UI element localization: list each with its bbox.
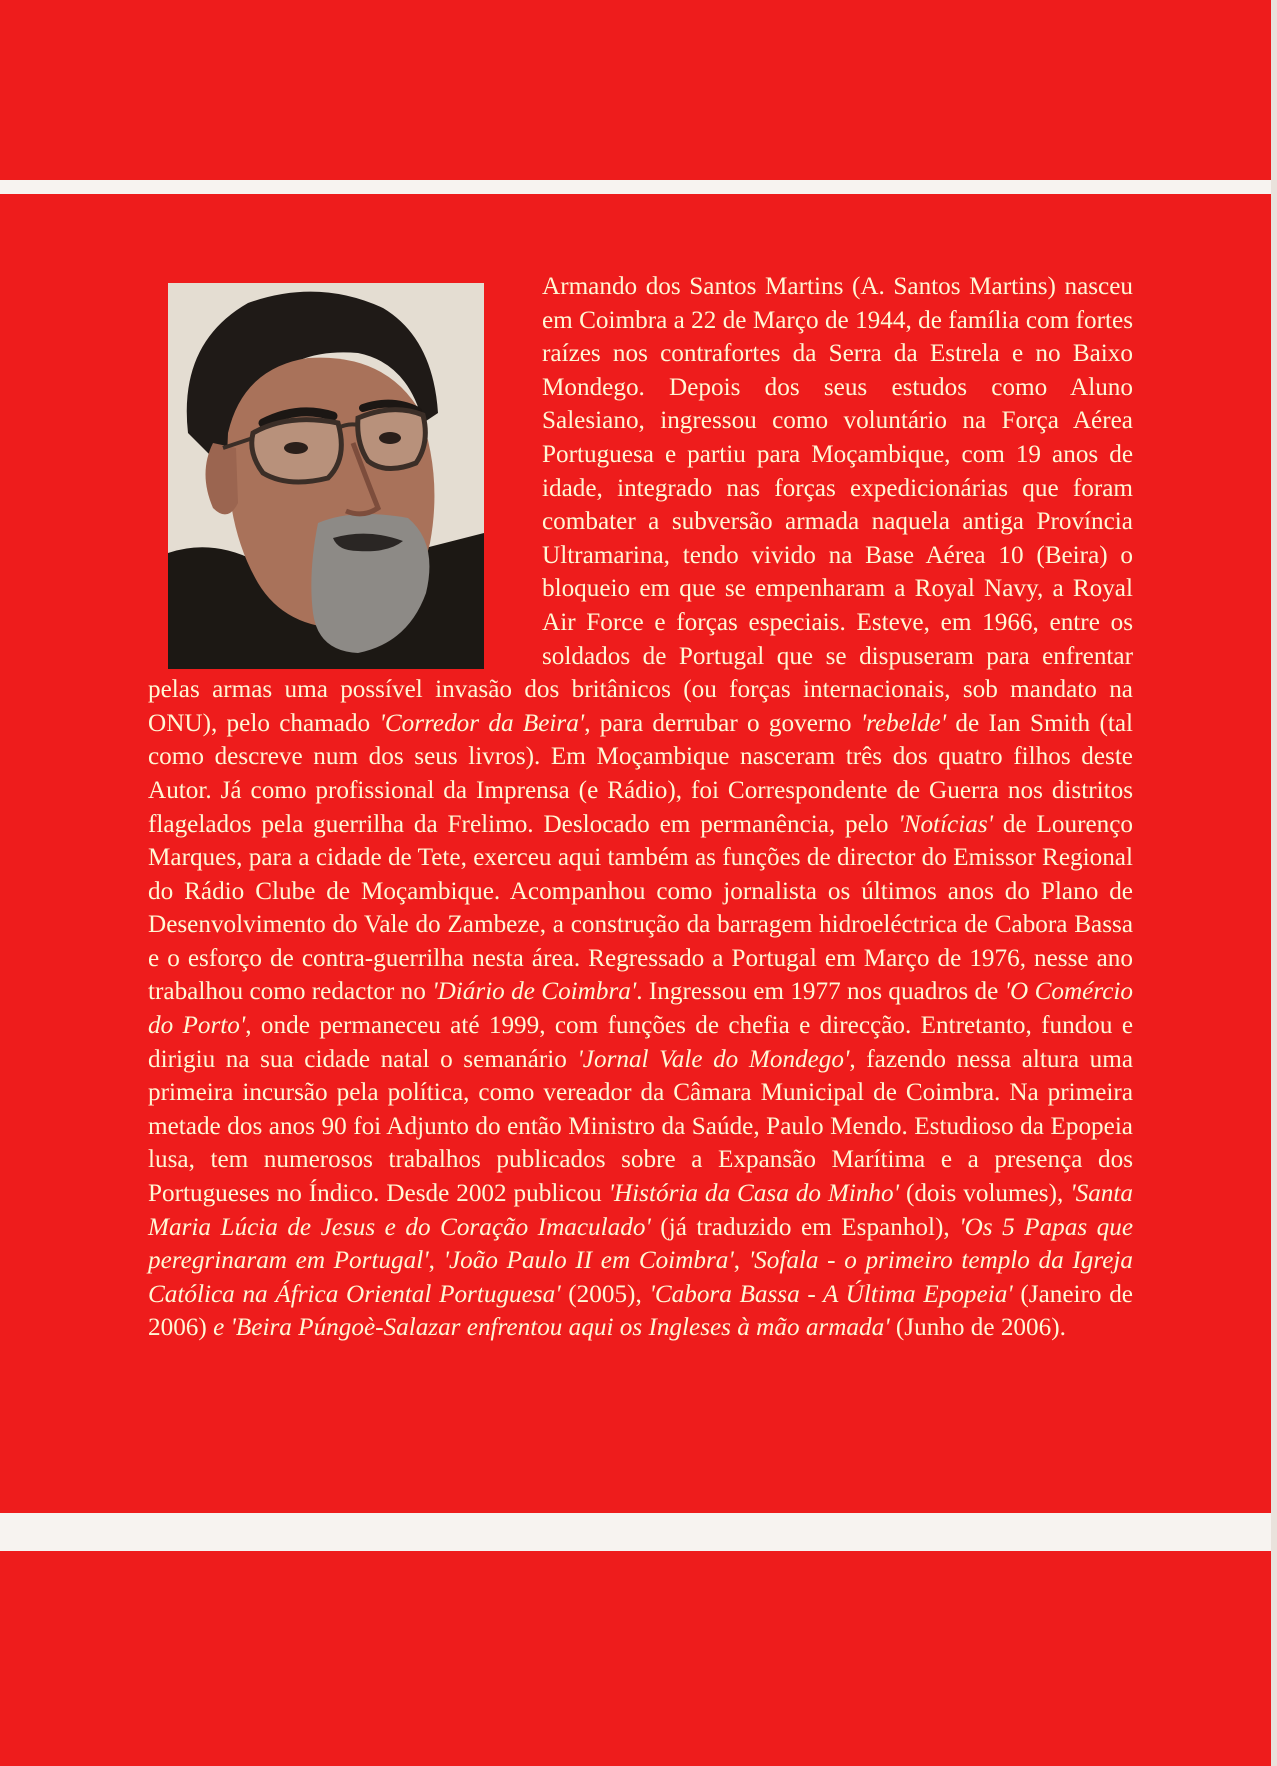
bio-segment: , — [733, 1247, 749, 1275]
bio-title-italic: 'João Paulo II em Coimbra' — [443, 1247, 734, 1275]
bio-title-italic: 'Jornal Vale do Mondego' — [577, 1045, 850, 1073]
bio-segment: (Janeiro de 2006) — [148, 1280, 1133, 1342]
cover-edge — [1271, 0, 1277, 1766]
bio-title-italic: e 'Beira Púngoè-Salazar enfrentou aqui os Ingleses à mão armada' — [213, 1314, 890, 1342]
bio-title-italic: 'O Comércio do Porto' — [148, 978, 1133, 1040]
bio-segment: , — [428, 1247, 444, 1275]
bio-title-italic: 'Diário de Coimbra' — [432, 978, 637, 1006]
bio-title-italic: 'Notícias' — [898, 810, 994, 838]
bio-segment: . Ingressou em 1977 nos quadros de — [636, 978, 1005, 1006]
author-biography — [148, 270, 1133, 1345]
bio-segment: , fazendo nessa altura uma primeira incursão pela política, como vereador da Câmara Municipal de Coimbra. Na primeira metade dos anos 90 foi Adjunto do então Ministro da Saúde, Paulo Mendo. Estudioso da Epopeia lusa, tem numerosos trabalhos publicados sobre a Expansão Marítima e a presença dos Portugueses no Índico. Desde 2002 publicou — [148, 1045, 1134, 1208]
bio-segment: , onde permaneceu até 1999, com funções de chefia e direcção. Entretanto, fundou e dirigiu na sua cidade natal o semanário — [148, 1012, 1133, 1073]
bio-title-italic: 'História da Casa do Minho' — [608, 1180, 900, 1208]
bio-segment: de Lourenço Marques, para a cidade de Tete, exerceu aqui também as funções de director do Emissor Regional do Rádio Clube de Moçambique. Acompanhou como jornalista os últimos anos do Plano de Desenvolvimento do Vale do Zambeze, a construção da barragem hidroeléctrica de Cabora Bassa e o esforço de contra-guerrilha nesta área. Regressado a Portugal em Março de 1976, nesse ano trabalhou como redactor no — [148, 810, 1134, 1006]
top-white-band — [0, 180, 1277, 194]
bio-segment: (já traduzido em Espanhol), — [650, 1213, 960, 1241]
bio-segment: (2005), — [560, 1280, 650, 1308]
bio-title-italic: 'Os 5 Papas que peregrinaram em Portugal' — [148, 1213, 1133, 1275]
bio-title-italic: 'Corredor da Beira' — [379, 709, 585, 737]
bio-title-italic: 'Cabora Bassa - A Última Epopeia' — [649, 1280, 1013, 1308]
bio-title-italic: 'Sofala - o primeiro templo da Igreja Católica na África Oriental Portuguesa' — [148, 1247, 1133, 1308]
portrait-wrap-space — [148, 270, 542, 673]
bio-segment: de Ian Smith (tal como descreve num dos seus livros). Em Moçambique nasceram três dos quatro filhos deste Autor. Já como profissional da Imprensa (e Rádio), foi Correspondente de Guerra nos distritos flagelados pela guerrilha da Frelimo. Deslocado em permanência, pelo — [148, 709, 1134, 838]
bio-segment: (dois volumes), — [899, 1180, 1071, 1208]
bio-segment: , para derrubar o governo — [584, 709, 861, 737]
bottom-white-band — [0, 1513, 1277, 1551]
bio-title-italic: 'rebelde' — [860, 709, 947, 737]
bio-segment: Armando dos Santos Martins (A. Santos Martins) nasceu em Coimbra a 22 de Março de 1944, de família com fortes raízes nos contrafortes da Serra da Estrela e no Baixo Mondego. Depois dos seus estudos como Aluno Salesiano, ingressou como voluntário na Força Aérea Portuguesa e partiu para Moçambique, com 19 anos de idade, integrado nas forças expedicionárias que foram combater a subversão armada naquela antiga Província Ultramarina, tendo vivido na Base Aérea 10 (Beira) o bloqueio em que se empenharam a Royal Navy, a Royal Air Force e forças especiais. Esteve, em 1966, entre os soldados de Portugal que se dispuseram para enfrentar pelas armas uma possível invasão dos britânicos (ou forças internacionais, sob mandato na ONU), pelo chamado — [148, 273, 1133, 737]
bio-segment: (Junho de 2006). — [889, 1314, 1066, 1342]
bio-title-italic: 'Santa Maria Lúcia de Jesus e do Coração Imaculado' — [148, 1180, 1133, 1241]
